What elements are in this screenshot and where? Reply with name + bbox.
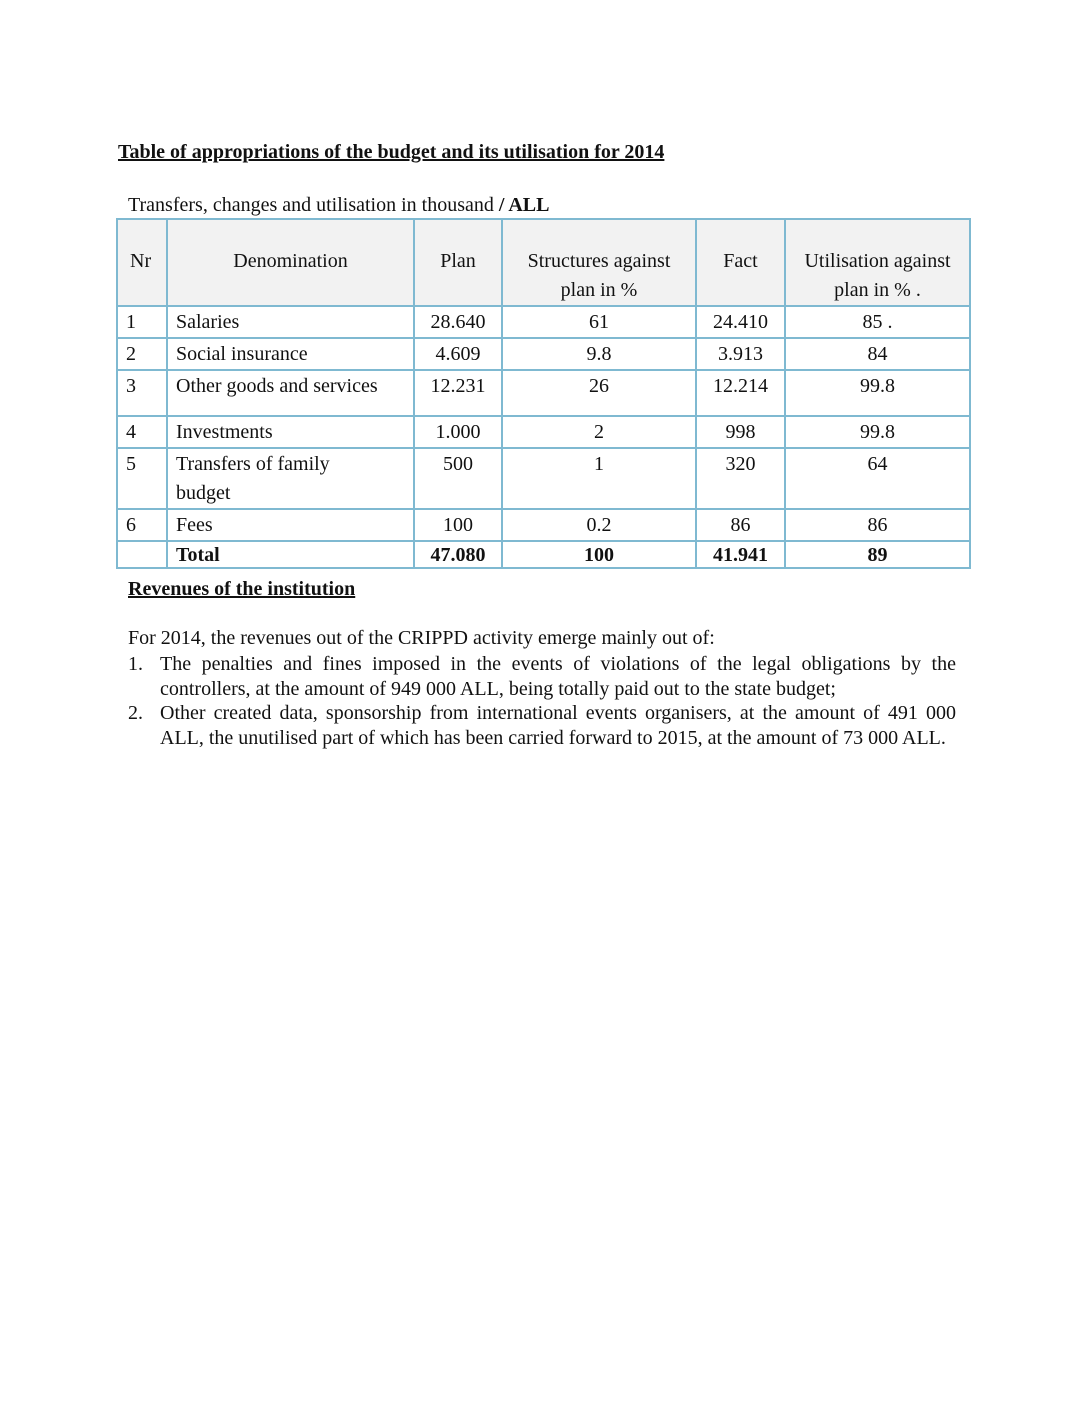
revenues-heading: Revenues of the institution — [128, 578, 356, 600]
cell-nr: 5 — [117, 448, 167, 509]
table-title: Table of appropriations of the budget and its utilisation for 2014 — [118, 141, 665, 163]
cell-utilisation: 84 — [785, 338, 970, 370]
cell-nr: 1 — [117, 306, 167, 338]
units-caption — [128, 194, 549, 217]
revenues-list — [128, 652, 956, 750]
header-fact: Fact — [696, 219, 785, 306]
budget-table — [116, 218, 971, 569]
cell-utilisation: 99.8 — [785, 416, 970, 448]
total-fact: 41.941 — [696, 541, 785, 568]
header-structures: Structures against plan in % — [502, 219, 696, 306]
cell-denomination: Salaries — [167, 306, 414, 338]
total-utilisation: 89 — [785, 541, 970, 568]
list-item — [128, 701, 956, 750]
total-nr — [117, 541, 167, 568]
cell-fact: 12.214 — [696, 370, 785, 416]
list-item-number: 2. — [128, 702, 143, 724]
cell-denomination: Other goods and services — [167, 370, 414, 416]
table-row — [117, 338, 970, 370]
cell-plan: 100 — [414, 509, 502, 541]
cell-plan: 28.640 — [414, 306, 502, 338]
header-plan: Plan — [414, 219, 502, 306]
cell-nr: 4 — [117, 416, 167, 448]
cell-plan: 4.609 — [414, 338, 502, 370]
cell-structures: 26 — [502, 370, 696, 416]
cell-plan: 1.000 — [414, 416, 502, 448]
cell-structures: 1 — [502, 448, 696, 509]
cell-fact: 3.913 — [696, 338, 785, 370]
list-item-number: 1. — [128, 653, 143, 675]
header-denomination: Denomination — [167, 219, 414, 306]
cell-fact: 320 — [696, 448, 785, 509]
cell-utilisation: 85 . — [785, 306, 970, 338]
cell-structures: 2 — [502, 416, 696, 448]
cell-utilisation: 86 — [785, 509, 970, 541]
cell-structures: 61 — [502, 306, 696, 338]
cell-denomination: Social insurance — [167, 338, 414, 370]
units-text: Transfers, changes and utilisation in thousand — [128, 194, 499, 216]
table-header-row — [117, 219, 970, 306]
cell-plan: 12.231 — [414, 370, 502, 416]
cell-plan: 500 — [414, 448, 502, 509]
revenues-intro: For 2014, the revenues out of the CRIPPD activity emerge mainly out of: — [128, 627, 715, 649]
total-plan: 47.080 — [414, 541, 502, 568]
table-row — [117, 509, 970, 541]
table-row — [117, 416, 970, 448]
total-label: Total — [167, 541, 414, 568]
cell-utilisation: 64 — [785, 448, 970, 509]
cell-denomination: Investments — [167, 416, 414, 448]
cell-structures: 9.8 — [502, 338, 696, 370]
header-nr: Nr — [117, 219, 167, 306]
cell-fact: 998 — [696, 416, 785, 448]
table-row — [117, 448, 970, 509]
cell-denomination: Fees — [167, 509, 414, 541]
list-item-text: Other created data, sponsorship from international events organisers, at the amount of 491 000 ALL, the unutilised part of which has been carried forward to 2015, at the amount of 73 000 ALL. — [160, 702, 956, 749]
table-row — [117, 370, 970, 416]
table-total-row — [117, 541, 970, 568]
list-item — [128, 652, 956, 701]
total-structures: 100 — [502, 541, 696, 568]
cell-denomination: Transfers of family budget — [167, 448, 414, 509]
cell-nr: 3 — [117, 370, 167, 416]
units-currency: / ALL — [498, 194, 550, 216]
header-utilisation: Utilisation against plan in % . — [785, 219, 970, 306]
list-item-text: The penalties and fines imposed in the events of violations of the legal obligations by the controllers, at the amount of 949 000 ALL, being totally paid out to the state budget; — [160, 653, 956, 700]
cell-nr: 2 — [117, 338, 167, 370]
cell-structures: 0.2 — [502, 509, 696, 541]
table-row — [117, 306, 970, 338]
cell-fact: 24.410 — [696, 306, 785, 338]
cell-fact: 86 — [696, 509, 785, 541]
cell-nr: 6 — [117, 509, 167, 541]
cell-utilisation: 99.8 — [785, 370, 970, 416]
